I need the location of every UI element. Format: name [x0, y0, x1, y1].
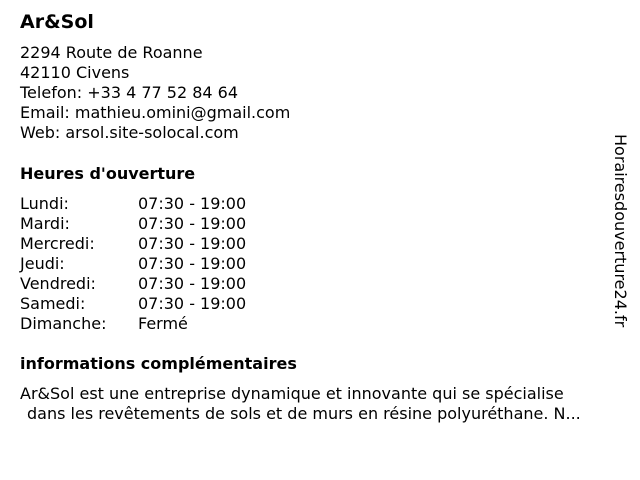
additional-info-heading: informations complémentaires: [20, 354, 297, 373]
time-value: 07:30 - 19:00: [138, 234, 247, 253]
description-line: Ar&Sol est une entreprise dynamique et innovante qui se spécialise: [20, 384, 564, 403]
day-label: Jeudi:: [20, 254, 65, 273]
email-address: Email: mathieu.omini@gmail.com: [20, 103, 291, 122]
time-value: 07:30 - 19:00: [138, 274, 247, 293]
day-label: Lundi:: [20, 194, 69, 213]
business-name: Ar&Sol: [20, 11, 94, 33]
day-label: Dimanche:: [20, 314, 107, 333]
day-label: Vendredi:: [20, 274, 96, 293]
day-label: Mercredi:: [20, 234, 95, 253]
phone-number: Telefon: +33 4 77 52 84 64: [20, 83, 239, 102]
business-description: [20, 384, 632, 424]
address-city: 42110 Civens: [20, 63, 130, 82]
description-line: dans les revêtements de sols et de murs en résine polyuréthane. N...: [27, 404, 581, 423]
contact-block: [20, 43, 290, 143]
time-value: 07:30 - 19:00: [138, 214, 247, 233]
time-value: 07:30 - 19:00: [138, 194, 247, 213]
site-watermark: Horairesdouverture24.fr: [611, 134, 630, 328]
opening-hours-heading: Heures d'ouverture: [20, 164, 196, 183]
website-address: Web: arsol.site-solocal.com: [20, 123, 239, 142]
time-value: 07:30 - 19:00: [138, 254, 247, 273]
address-street: 2294 Route de Roanne: [20, 43, 203, 62]
time-value: 07:30 - 19:00: [138, 294, 247, 313]
day-label: Mardi:: [20, 214, 70, 233]
time-value: Fermé: [138, 314, 188, 333]
day-label: Samedi:: [20, 294, 86, 313]
